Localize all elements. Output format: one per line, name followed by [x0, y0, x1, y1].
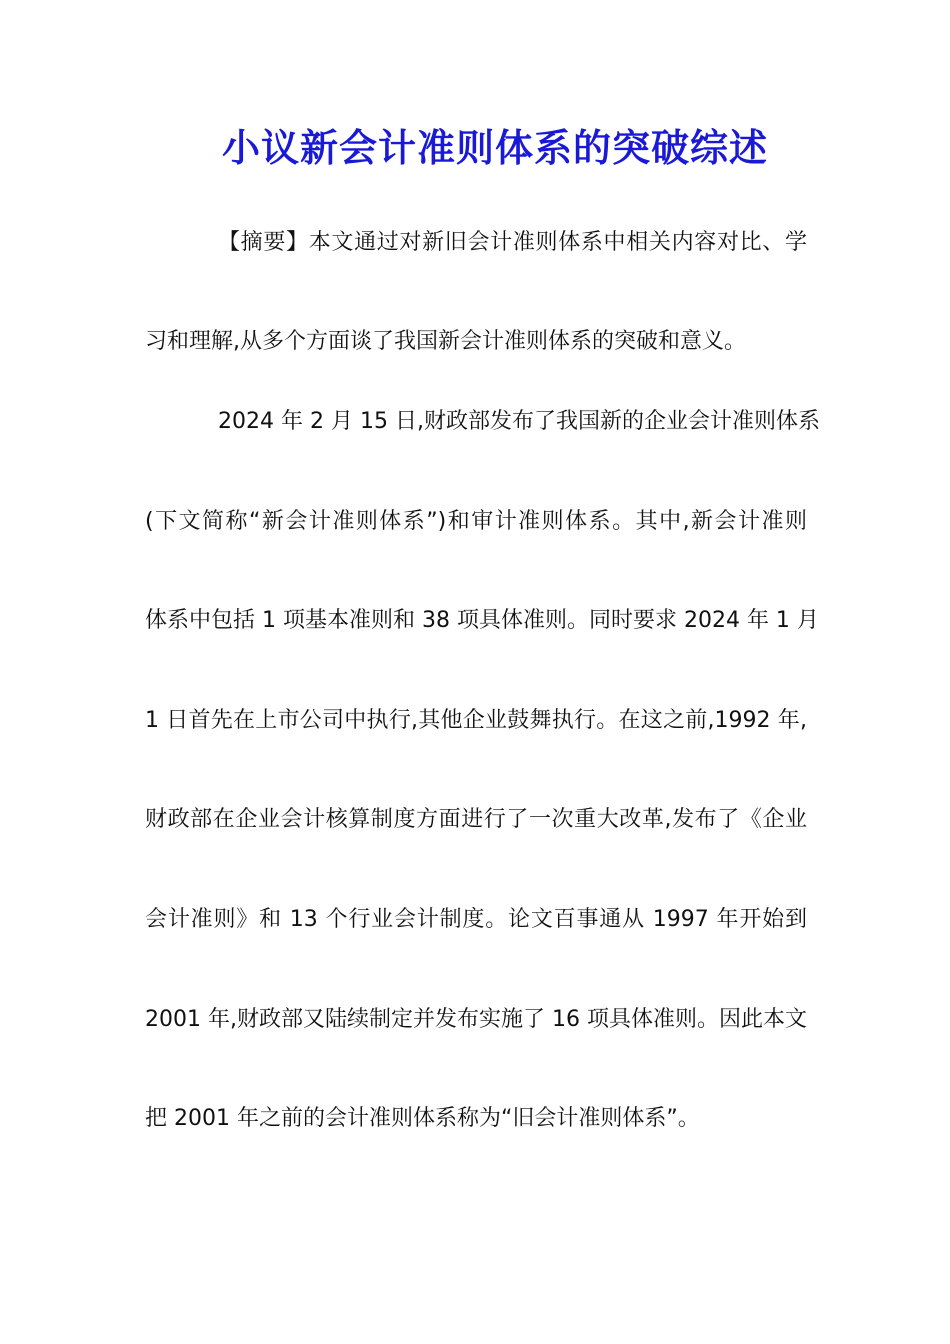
paragraph-line-7: 2001 年,财政部又陆续制定并发布实施了 16 项具体准则。因此本文 — [145, 1007, 807, 1032]
paragraph-line-4: 1 日首先在上市公司中执行,其他企业鼓舞执行。在这之前,1992 年, — [145, 708, 807, 733]
paragraph-line-2: (下文简称“新会计准则体系”)和审计准则体系。其中,新会计准则 — [145, 509, 807, 534]
document-title: 小议新会计准则体系的突破综述 — [221, 125, 768, 170]
paragraph-line-1: 2024 年 2 月 15 日,财政部发布了我国新的企业会计准则体系 — [218, 409, 820, 434]
paragraph-line-3: 体系中包括 1 项基本准则和 38 项具体准则。同时要求 2024 年 1 月 — [145, 608, 819, 633]
paragraph-line-6: 会计准则》和 13 个行业会计制度。论文百事通从 1997 年开始到 — [145, 907, 807, 932]
abstract-line-1: 【摘要】本文通过对新旧会计准则体系中相关内容对比、学 — [218, 230, 807, 255]
paragraph-line-8: 把 2001 年之前的会计准则体系称为“旧会计准则体系”。 — [145, 1106, 700, 1131]
abstract-line-2: 习和理解,从多个方面谈了我国新会计准则体系的突破和意义。 — [145, 329, 746, 354]
paragraph-line-5: 财政部在企业会计核算制度方面进行了一次重大改革,发布了《企业 — [145, 807, 807, 832]
